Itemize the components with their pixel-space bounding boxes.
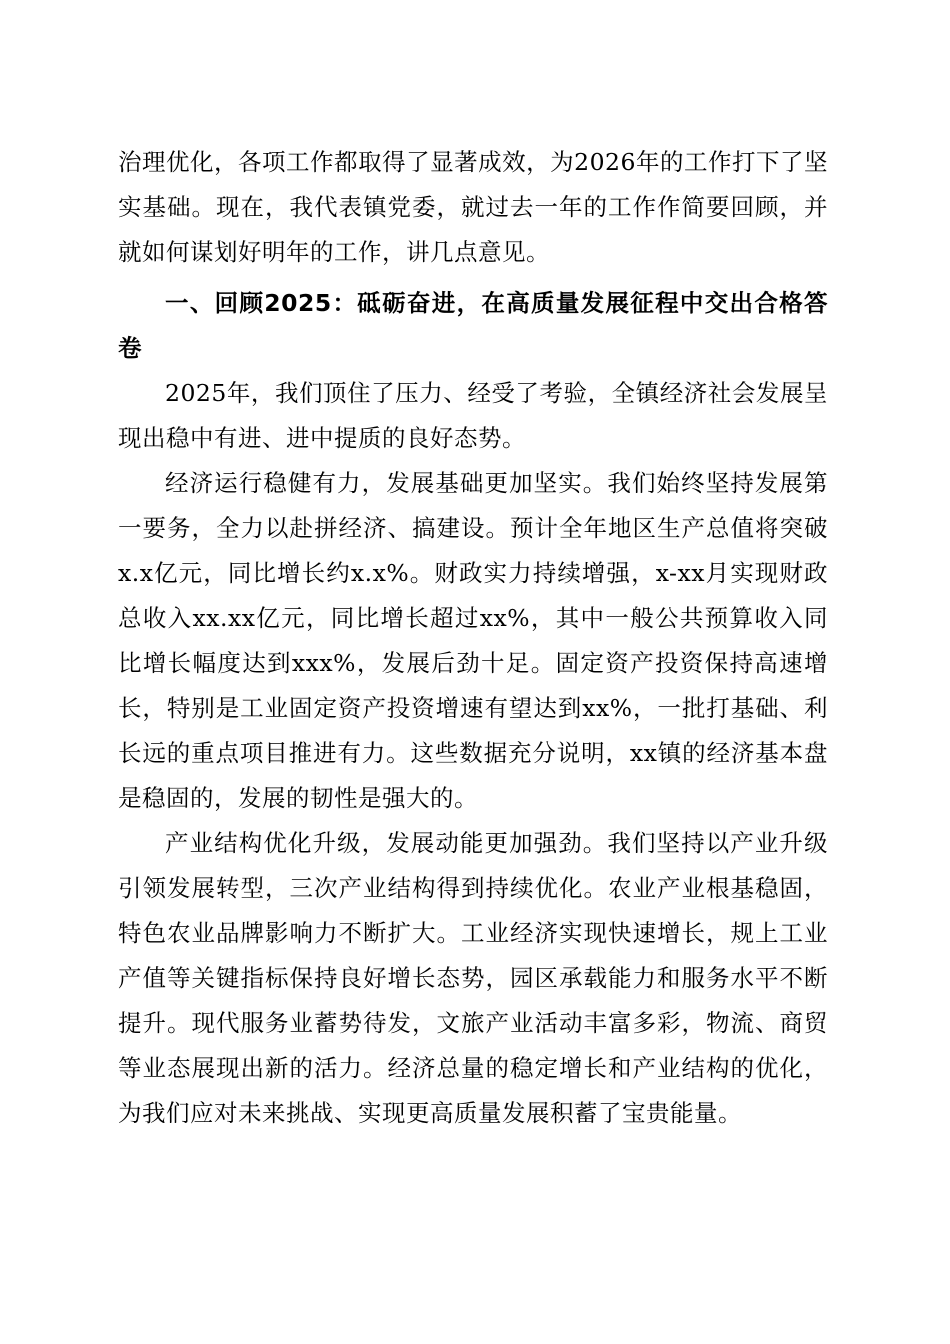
paragraph-economy: 经济运行稳健有力，发展基础更加坚实。我们始终坚持发展第一要务，全力以赴拼经济、搞建设。预计全年地区生产总值将突破x.x亿元，同比增长约x.x%。财政实力持续增强，x-xx月实现财政总收入xx.xx亿元，同比增长超过xx%，其中一般公共预算收入同比增长幅度达到xxx%，发展后劲十足。固定资产投资保持高速增长，特别是工业固定资产投资增速有望达到xx%，一批打基础、利长远的重点项目推进有力。这些数据充分说明，xx镇的经济基本盘是稳固的，发展的韧性是强大的。	[118, 469, 828, 812]
paragraph-intro: 2025年，我们顶住了压力、经受了考验，全镇经济社会发展呈现出稳中有进、进中提质的良好态势。	[118, 379, 828, 452]
section-heading: 一、回顾2025：砥砺奋进，在高质量发展征程中交出合格答卷	[118, 289, 828, 362]
document-body	[118, 140, 828, 1136]
paragraph-industry: 产业结构优化升级，发展动能更加强劲。我们坚持以产业升级引领发展转型，三次产业结构得到持续优化。农业产业根基稳固，特色农业品牌影响力不断扩大。工业经济实现快速增长，规上工业产值等关键指标保持良好增长态势，园区承载能力和服务水平不断提升。现代服务业蓄势待发，文旅产业活动丰富多彩，物流、商贸等业态展现出新的活力。经济总量的稳定增长和产业结构的优化，为我们应对未来挑战、实现更高质量发展积蓄了宝贵能量。	[118, 829, 828, 1127]
paragraph-continuation: 治理优化，各项工作都取得了显著成效，为2026年的工作打下了坚实基础。现在，我代表镇党委，就过去一年的工作作简要回顾，并就如何谋划好明年的工作，讲几点意见。	[118, 148, 828, 266]
